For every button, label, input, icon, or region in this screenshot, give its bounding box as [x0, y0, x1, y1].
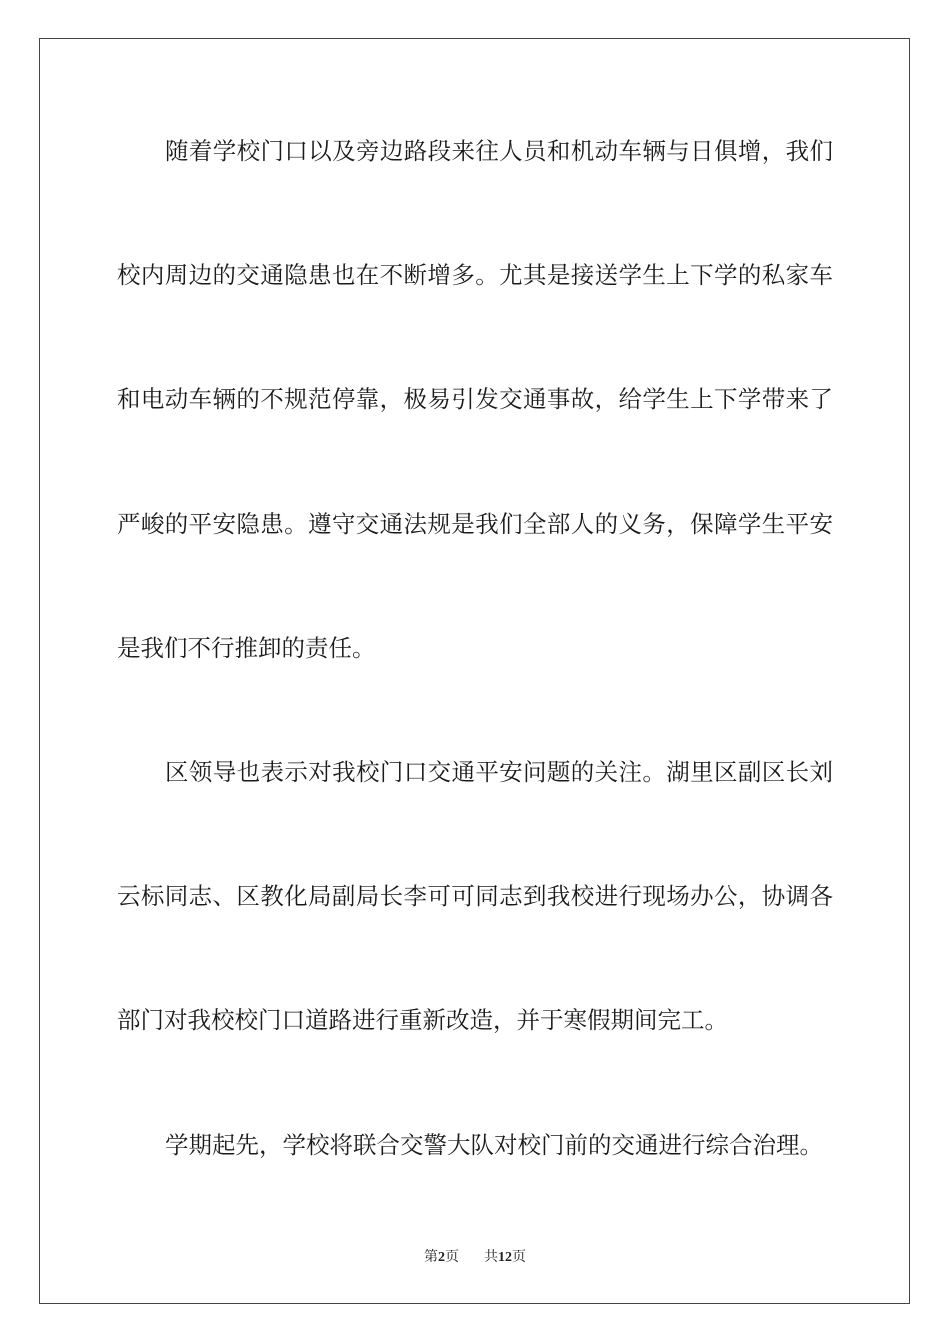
- footer-page-unit: 页: [445, 1250, 459, 1265]
- paragraph-2-line-3: 部门对我校校门口道路进行重新改造，并于寒假期间完工。: [117, 1006, 728, 1034]
- footer-total-pages: 12: [498, 1250, 512, 1265]
- paragraph-1-line-5: 是我们不行推卸的责任。: [117, 634, 376, 662]
- footer-total-unit: 页: [512, 1250, 526, 1265]
- paragraph-2-line-1: 区领导也表示对我校门口交通平安问题的关注。湖里区副区长刘: [165, 758, 833, 786]
- paragraph-3-line-1: 学期起先，学校将联合交警大队对校门前的交通进行综合治理。: [165, 1131, 823, 1159]
- page-border: [39, 38, 910, 1304]
- page-footer: [0, 1246, 950, 1266]
- footer-page-number: 2: [438, 1250, 445, 1265]
- paragraph-1-line-1: 随着学校门口以及旁边路段来往人员和机动车辆与日俱增，我们: [165, 137, 833, 165]
- paragraph-1-line-2: 校内周边的交通隐患也在不断增多。尤其是接送学生上下学的私家车: [117, 261, 833, 289]
- footer-page-prefix: 第: [424, 1250, 438, 1265]
- paragraph-1-line-4: 严峻的平安隐患。遵守交通法规是我们全部人的义务，保障学生平安: [117, 510, 833, 538]
- footer-total-prefix: 共: [484, 1250, 498, 1265]
- paragraph-1-line-3: 和电动车辆的不规范停靠，极易引发交通事故，给学生上下学带来了: [117, 385, 833, 413]
- paragraph-2-line-2: 云标同志、区教化局副局长李可可同志到我校进行现场办公，协调各: [117, 882, 833, 910]
